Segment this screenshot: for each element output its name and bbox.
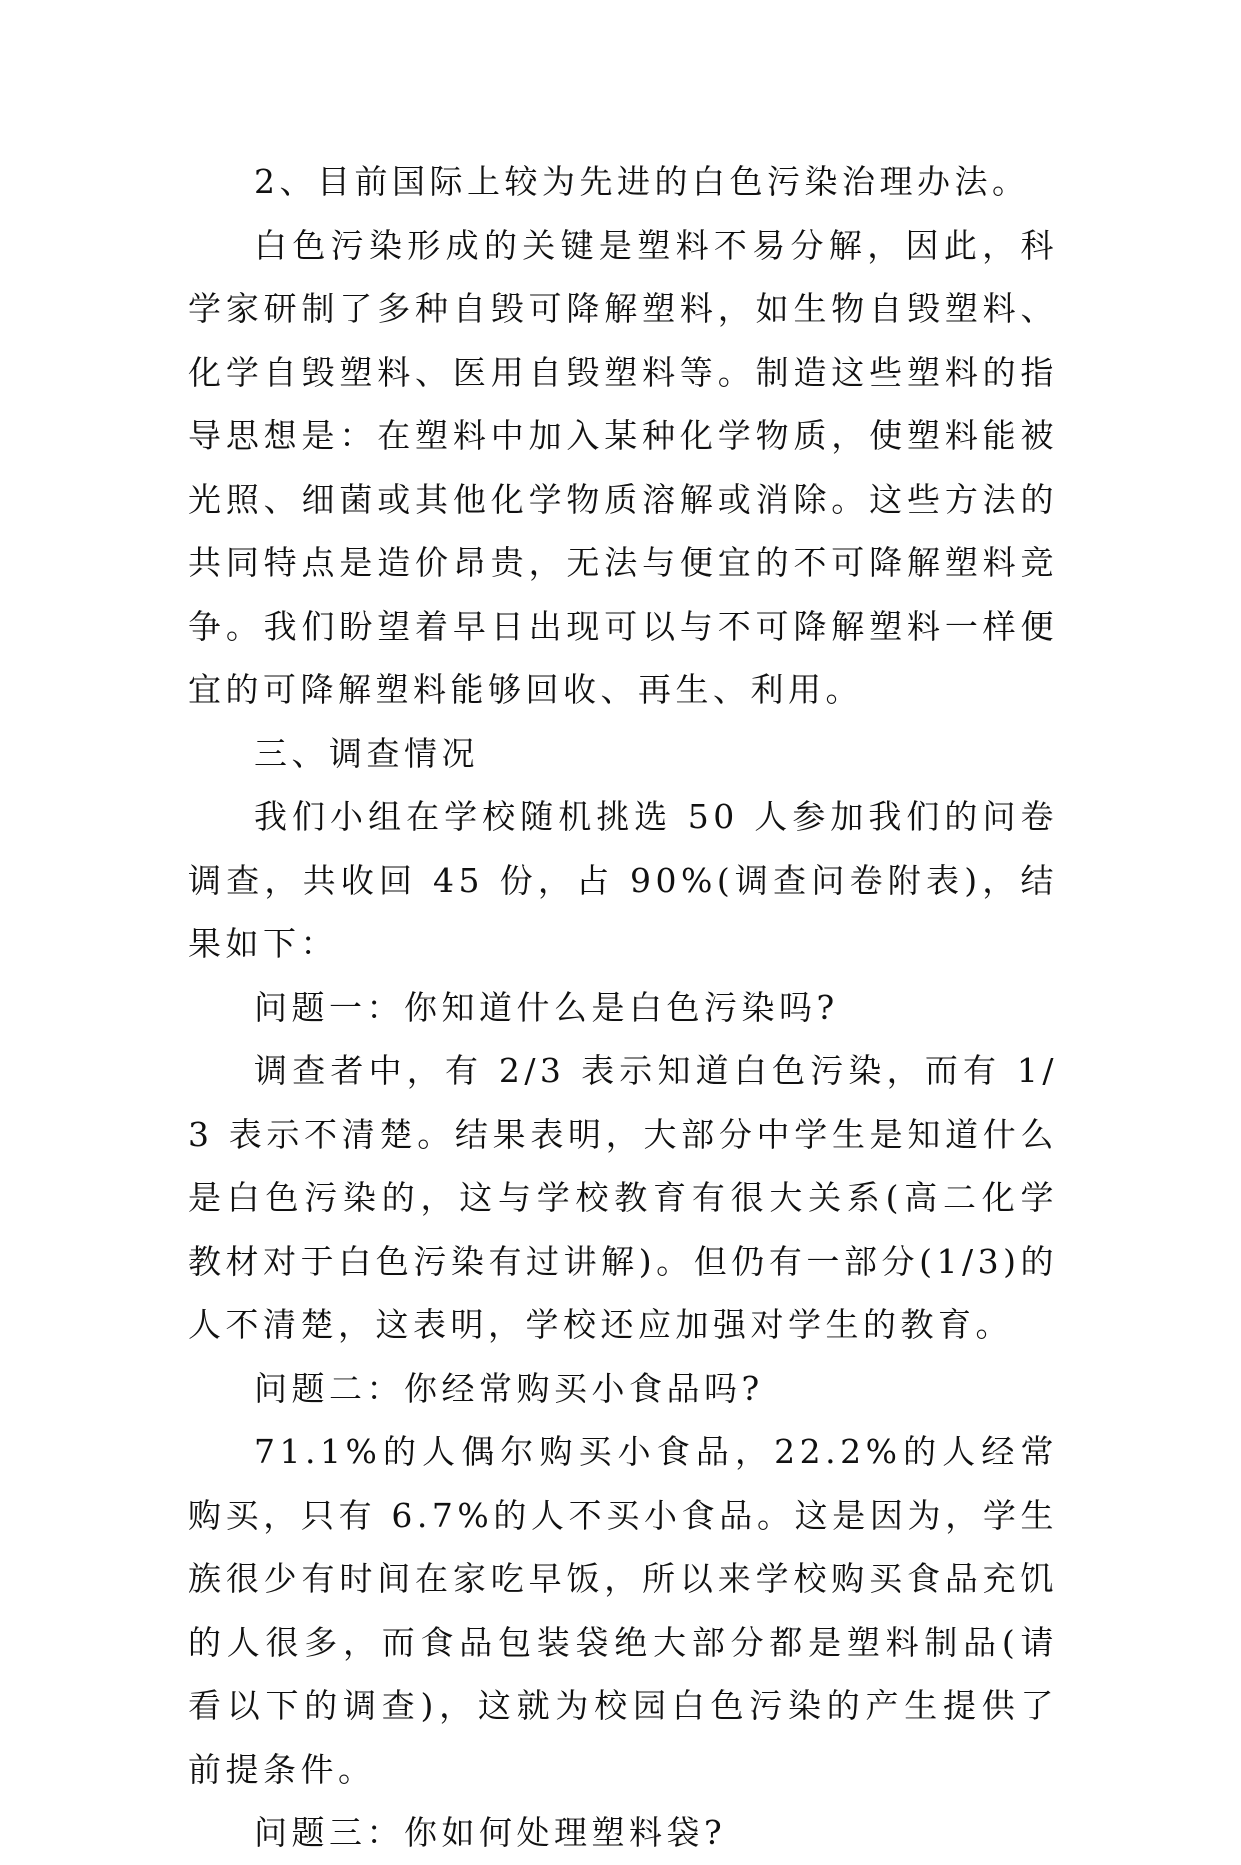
- body-paragraph: 调查者中，有 2/3 表示知道白色污染，而有 1/3 表示不清楚。结果表明，大部分中学生是知道什么是白色污染的，这与学校教育有很大关系(高二化学教材对于白色污染有过讲解)。但仍有一部分(1/3)的人不清楚，这表明，学校还应加强对学生的教育。: [188, 1051, 1058, 1344]
- question-heading: 问题二：你经常购买小食品吗?: [254, 1368, 764, 1408]
- question-heading: 问题一：你知道什么是白色污染吗?: [254, 987, 839, 1027]
- body-paragraph: 白色污染形成的关键是塑料不易分解，因此，科学家研制了多种自毁可降解塑料，如生物自毁塑料、化学自毁塑料、医用自毁塑料等。制造这些塑料的指导思想是：在塑料中加入某种化学物质，使塑料能被光照、细菌或其他化学物质溶解或消除。这些方法的共同特点是造价昂贵，无法与便宜的不可降解塑料竞争。我们盼望着早日出现可以与不可降解塑料一样便宜的可降解塑料能够回收、再生、利用。: [188, 225, 1058, 709]
- question-heading: 问题三：你如何处理塑料袋?: [254, 1813, 727, 1852]
- document-body: [188, 150, 1058, 1865]
- section-subheading: 2、目前国际上较为先进的白色污染治理办法。: [254, 162, 1030, 201]
- body-paragraph: 我们小组在学校随机挑选 50 人参加我们的问卷调查，共收回 45 份，占 90%(调查问卷附表)，结果如下：: [188, 797, 1058, 963]
- section-heading: 三、调查情况: [254, 733, 479, 773]
- body-paragraph: 71.1%的人偶尔购买小食品，22.2%的人经常购买，只有 6.7%的人不买小食品。这是因为，学生族很少有时间在家吃早饭，所以来学校购买食品充饥的人很多，而食品包装袋绝大部分都是塑料制品(请看以下的调查)，这就为校园白色污染的产生提供了前提条件。: [188, 1432, 1058, 1789]
